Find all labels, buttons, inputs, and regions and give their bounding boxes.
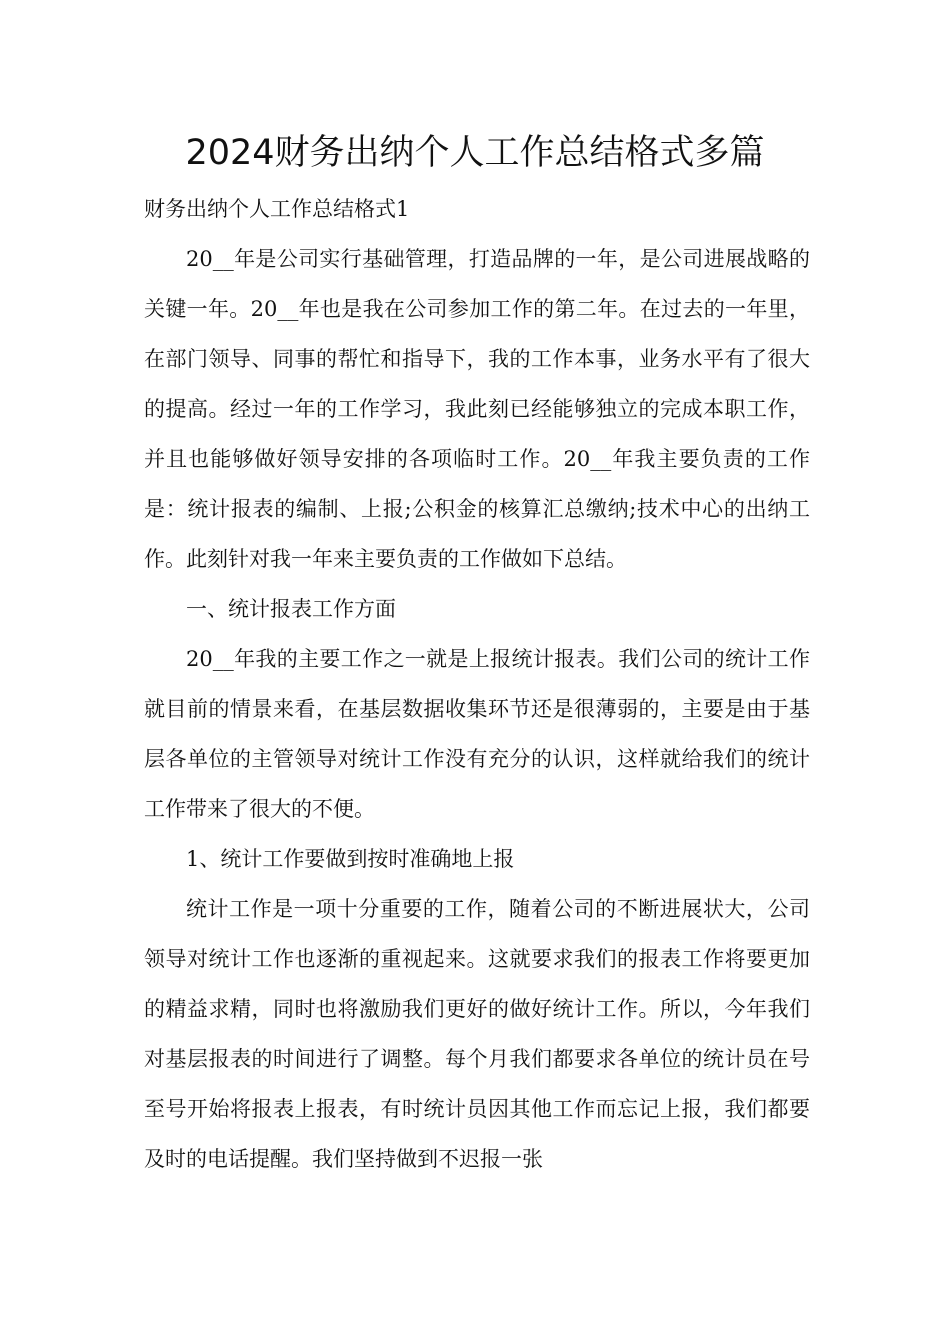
section-heading-statistics: 一、统计报表工作方面 bbox=[186, 597, 396, 621]
section-subtitle: 财务出纳个人工作总结格式1 bbox=[144, 197, 410, 221]
paragraph-statistics: 20__年我的主要工作之一就是上报统计报表。我们公司的统计工作就目前的情景来看，在基层数据收集环节还是很薄弱的，主要是由于基层各单位的主管领导对统计工作没有充分的认识，这样就给我们的统计工作带来了很大的不便。 bbox=[144, 647, 810, 821]
subsection-heading-on-time: 1、统计工作要做到按时准确地上报 bbox=[186, 847, 515, 871]
paragraph-intro: 20__年是公司实行基础管理，打造品牌的一年，是公司进展战略的关键一年。20__年也是我在公司参加工作的第二年。在过去的一年里，在部门领导、同事的帮忙和指导下，我的工作本事，业务水平有了很大的提高。经过一年的工作学习，我此刻已经能够独立的完成本职工作，并且也能够做好领导安排的各项临时工作。20__年我主要负责的工作是：统计报表的编制、上报;公积金的核算汇总缴纳;技术中心的出纳工作。此刻针对我一年来主要负责的工作做如下总结。 bbox=[144, 247, 810, 571]
paragraph-on-time: 统计工作是一项十分重要的工作，随着公司的不断进展状大，公司领导对统计工作也逐渐的重视起来。这就要求我们的报表工作将要更加的精益求精，同时也将激励我们更好的做好统计工作。所以，今年我们对基层报表的时间进行了调整。每个月我们都要求各单位的统计员在号至号开始将报表上报表，有时统计员因其他工作而忘记上报，我们都要及时的电话提醒。我们坚持做到不迟报一张 bbox=[144, 897, 810, 1171]
document-body bbox=[144, 184, 810, 1184]
document-title: 2024财务出纳个人工作总结格式多篇 bbox=[185, 133, 765, 173]
